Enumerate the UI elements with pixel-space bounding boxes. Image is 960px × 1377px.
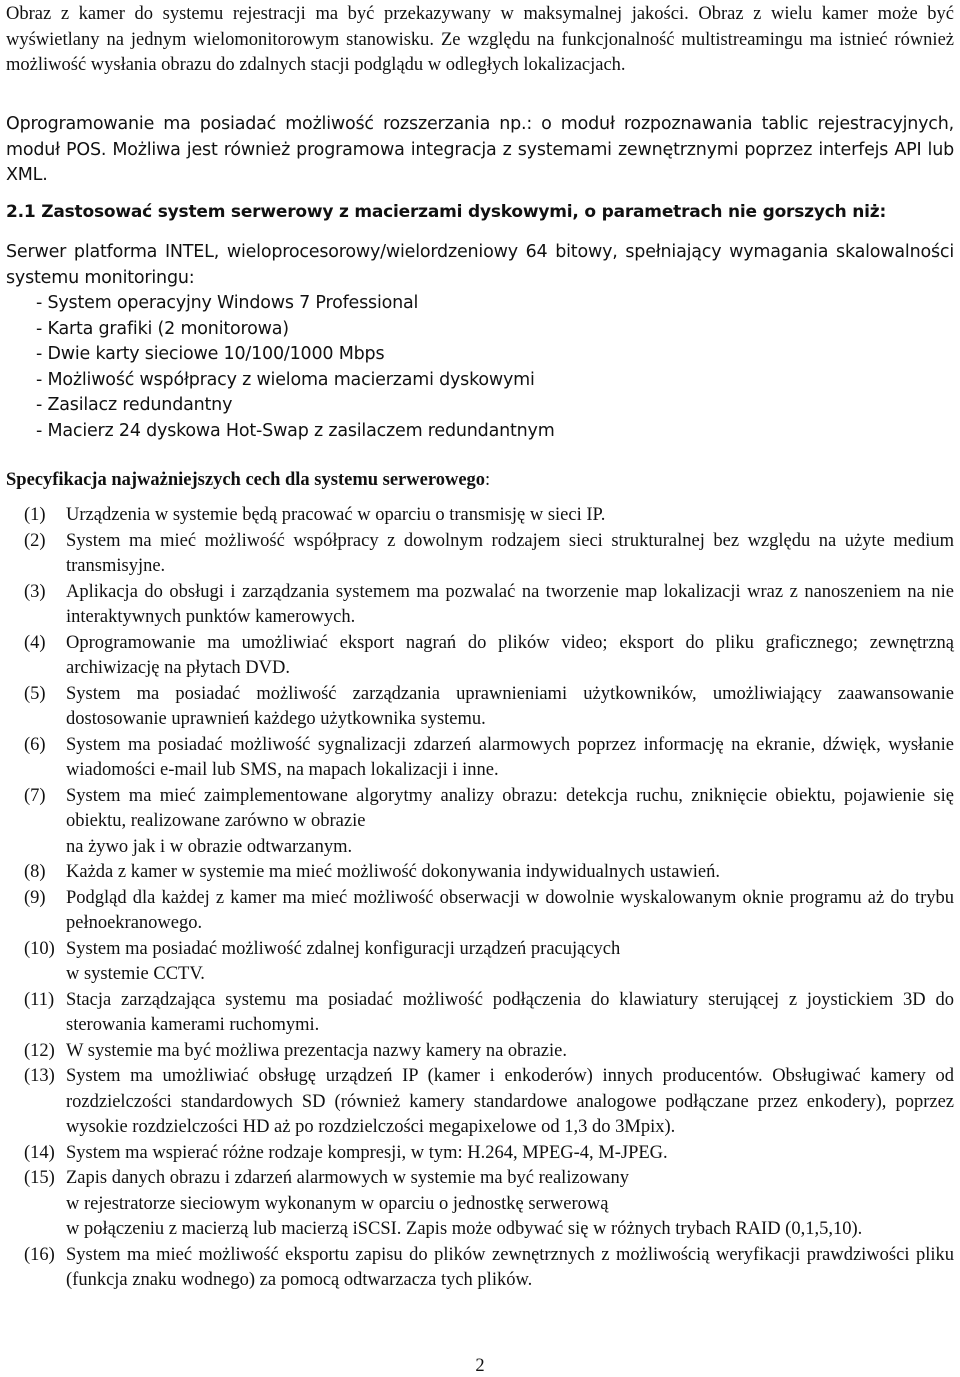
spec-item-number: (15) (24, 1168, 55, 1188)
spec-item-text (66, 886, 954, 937)
spec-item-text (66, 1039, 954, 1065)
spec-item (24, 1243, 954, 1294)
spec-item-number: (6) (24, 734, 46, 755)
spec-heading (6, 468, 954, 493)
spec-item-text (66, 529, 954, 580)
server-feature: - System operacyjny Windows 7 Professional (36, 293, 419, 313)
spec-item-number: (5) (24, 683, 46, 704)
spec-item-line: System ma mieć możliwość współpracy z dowolnym rodzajem sieci strukturalnej bez względu na użyte medium transmisyjne. (66, 530, 954, 576)
spec-item-number: (1) (24, 505, 46, 525)
spec-item (24, 1039, 954, 1065)
server-feature-list (6, 291, 954, 444)
server-feature: - Zasilacz redundantny (36, 395, 233, 415)
spec-item (24, 1141, 954, 1167)
spec-heading-bold: Specyfikacja najważniejszych cech dla systemu serwerowego (6, 470, 486, 490)
spec-item-line: Stacja zarządzająca systemu ma posiadać możliwość podłączenia do klawiatury sterującej z joystickiem 3D do sterowania kamerami ruchomymi. (66, 989, 954, 1035)
spec-item (24, 860, 954, 886)
spec-item (24, 631, 954, 682)
spec-item (24, 937, 954, 988)
spec-item (24, 503, 954, 529)
spec-item-text (66, 682, 954, 733)
spec-item (24, 580, 954, 631)
spec-item (24, 1166, 954, 1243)
spec-item-number: (13) (24, 1066, 55, 1086)
spec-item-number: (12) (24, 1040, 55, 1061)
spec-item (24, 733, 954, 784)
server-description: Serwer platforma INTEL, wieloprocesorowy/wielordzeniowy 64 bitowy, spełniający wymagania skalowalności systemu monitoringu: (6, 242, 954, 288)
spec-item-number: (11) (24, 989, 55, 1010)
spec-item-number: (9) (24, 887, 46, 908)
spec-item-line: System ma posiadać możliwość sygnalizacji zdarzeń alarmowych poprzez informację na ekranie, dźwięk, wysłanie wiadomości e-mail lub SMS, na mapach lokalizacji i inne. (66, 734, 954, 780)
spec-item-line: Oprogramowanie ma umożliwiać eksport nagrań do plików video; eksport do pliku graficznego; zewnętrzną archiwizację na płytach DVD. (66, 632, 954, 678)
spec-item-line: W systemie ma być możliwa prezentacja nazwy kamery na obrazie. (66, 1040, 567, 1061)
intro-paragraph-1: Obraz z kamer do systemu rejestracji ma być przekazywany w maksymalnej jakości. Obraz z wielu kamer może być wyświetlany na jednym wielomonitorowym stanowisku. Ze względu na funkcjonalność multistreamingu ma istnieć również możliwość wysłania obrazu do zdalnych stacji podglądu w odległych lokalizacjach. (6, 4, 954, 75)
spec-item-line: Podgląd dla każdej z kamer ma mieć możliwość obserwacji w dowolnie wyskalowanym oknie programu aż do trybu pełnoekranowego. (66, 887, 954, 933)
spec-item-number: (4) (24, 632, 46, 653)
spec-item (24, 784, 954, 861)
spec-list (24, 503, 954, 1294)
spec-item-line: System ma wspierać różne rodzaje kompresji, w tym: H.264, MPEG-4, M-JPEG. (66, 1142, 668, 1163)
spec-item (24, 886, 954, 937)
spec-item (24, 529, 954, 580)
spec-item-text (66, 988, 954, 1039)
spec-item-line: System ma mieć możliwość eksportu zapisu do plików zewnętrznych z możliwością weryfikacji prawdziwości pliku (funkcja znaku wodnego) za pomocą odtwarzacza tych plików. (66, 1244, 954, 1290)
spec-item-number: (16) (24, 1244, 55, 1265)
page-number: 2 (475, 1356, 485, 1376)
spec-item-text (66, 784, 954, 861)
spec-item-line: na żywo jak i w obrazie odtwarzanym. (66, 836, 353, 857)
spec-item-line: w systemie CCTV. (66, 964, 205, 984)
spec-item-text (66, 937, 954, 988)
spec-item-text (66, 733, 954, 784)
spec-heading-colon: : (485, 470, 491, 490)
spec-item-line: w rejestratorze sieciowym wykonanym w oparciu o jednostkę serwerową (66, 1193, 609, 1214)
spec-item-line: System ma posiadać możliwość zarządzania uprawnieniami użytkowników, umożliwiający zaawansowanie dostosowanie uprawnień każdego użytkownika systemu. (66, 683, 954, 729)
spec-item-text (66, 503, 954, 529)
spec-item-line: w połączeniu z macierzą lub macierzą iSCSI. Zapis może odbywać się w różnych trybach RAID (0,1,5,10). (66, 1219, 863, 1239)
spec-item-line: System ma posiadać możliwość zdalnej konfiguracji urządzeń pracujących (66, 938, 621, 959)
spec-item-line: Zapis danych obrazu i zdarzeń alarmowych w systemie ma być realizowany (66, 1168, 629, 1188)
spec-item-text (66, 580, 954, 631)
spec-item-number: (7) (24, 785, 46, 806)
spec-item-text (66, 1141, 954, 1167)
spec-item-number: (2) (24, 530, 46, 551)
server-feature: - Możliwość współpracy z wieloma macierzami dyskowymi (36, 369, 535, 390)
spec-item-text (66, 860, 954, 886)
spec-item-line: System ma mieć zaimplementowane algorytmy analizy obrazu: detekcja ruchu, zniknięcie obiektu, pojawienie się obiektu, realizowane zarówno w obrazie (66, 785, 954, 831)
spec-item-number: (10) (24, 938, 55, 959)
intro-paragraph-2: Oprogramowanie ma posiadać możliwość rozszerzania np.: o moduł rozpoznawania tablic rejestracyjnych, moduł POS. Możliwa jest również programowa integracja z systemami zewnętrznymi poprzez interfejs API lub XML. (6, 114, 954, 185)
spec-item (24, 1064, 954, 1141)
spec-item-number: (8) (24, 862, 46, 882)
server-feature: - Karta grafiki (2 monitorowa) (36, 318, 289, 339)
spec-item-line: Każda z kamer w systemie ma mieć możliwość dokonywania indywidualnych ustawień. (66, 862, 720, 882)
spec-item-line: Aplikacja do obsługi i zarządzania systemem ma pozwalać na tworzenie map lokalizacji wraz z nanoszeniem na nie interaktywnych punktów kamerowych. (66, 581, 954, 627)
spec-item-text (66, 1243, 954, 1294)
server-requirements (6, 240, 954, 444)
spec-item (24, 988, 954, 1039)
spec-item-line: System ma umożliwiać obsługę urządzeń IP (kamer i enkoderów) innych producentów. Obsługiwać kamery od rozdzielczości standardowych SD (również kamery standardowe analogowe podłączane przez enkodery), poprzez wysokie rozdzielczości HD aż po rozdzielczości megapixelowe od 1,3 do 3Mpix). (66, 1066, 954, 1137)
spec-item (24, 682, 954, 733)
spec-item-number: (14) (24, 1142, 55, 1163)
spec-item-line: Urządzenia w systemie będą pracować w oparciu o transmisję w sieci IP. (66, 505, 606, 525)
spec-item-text (66, 1064, 954, 1141)
server-feature: - Macierz 24 dyskowa Hot-Swap z zasilaczem redundantnym (36, 420, 555, 441)
server-feature: - Dwie karty sieciowe 10/100/1000 Mbps (36, 344, 385, 364)
spec-item-text (66, 1166, 954, 1243)
spec-item-number: (3) (24, 581, 46, 602)
section-heading: 2.1 Zastosować system serwerowy z macierzami dyskowymi, o parametrach nie gorszych niż: (6, 202, 887, 222)
spec-item-text (66, 631, 954, 682)
